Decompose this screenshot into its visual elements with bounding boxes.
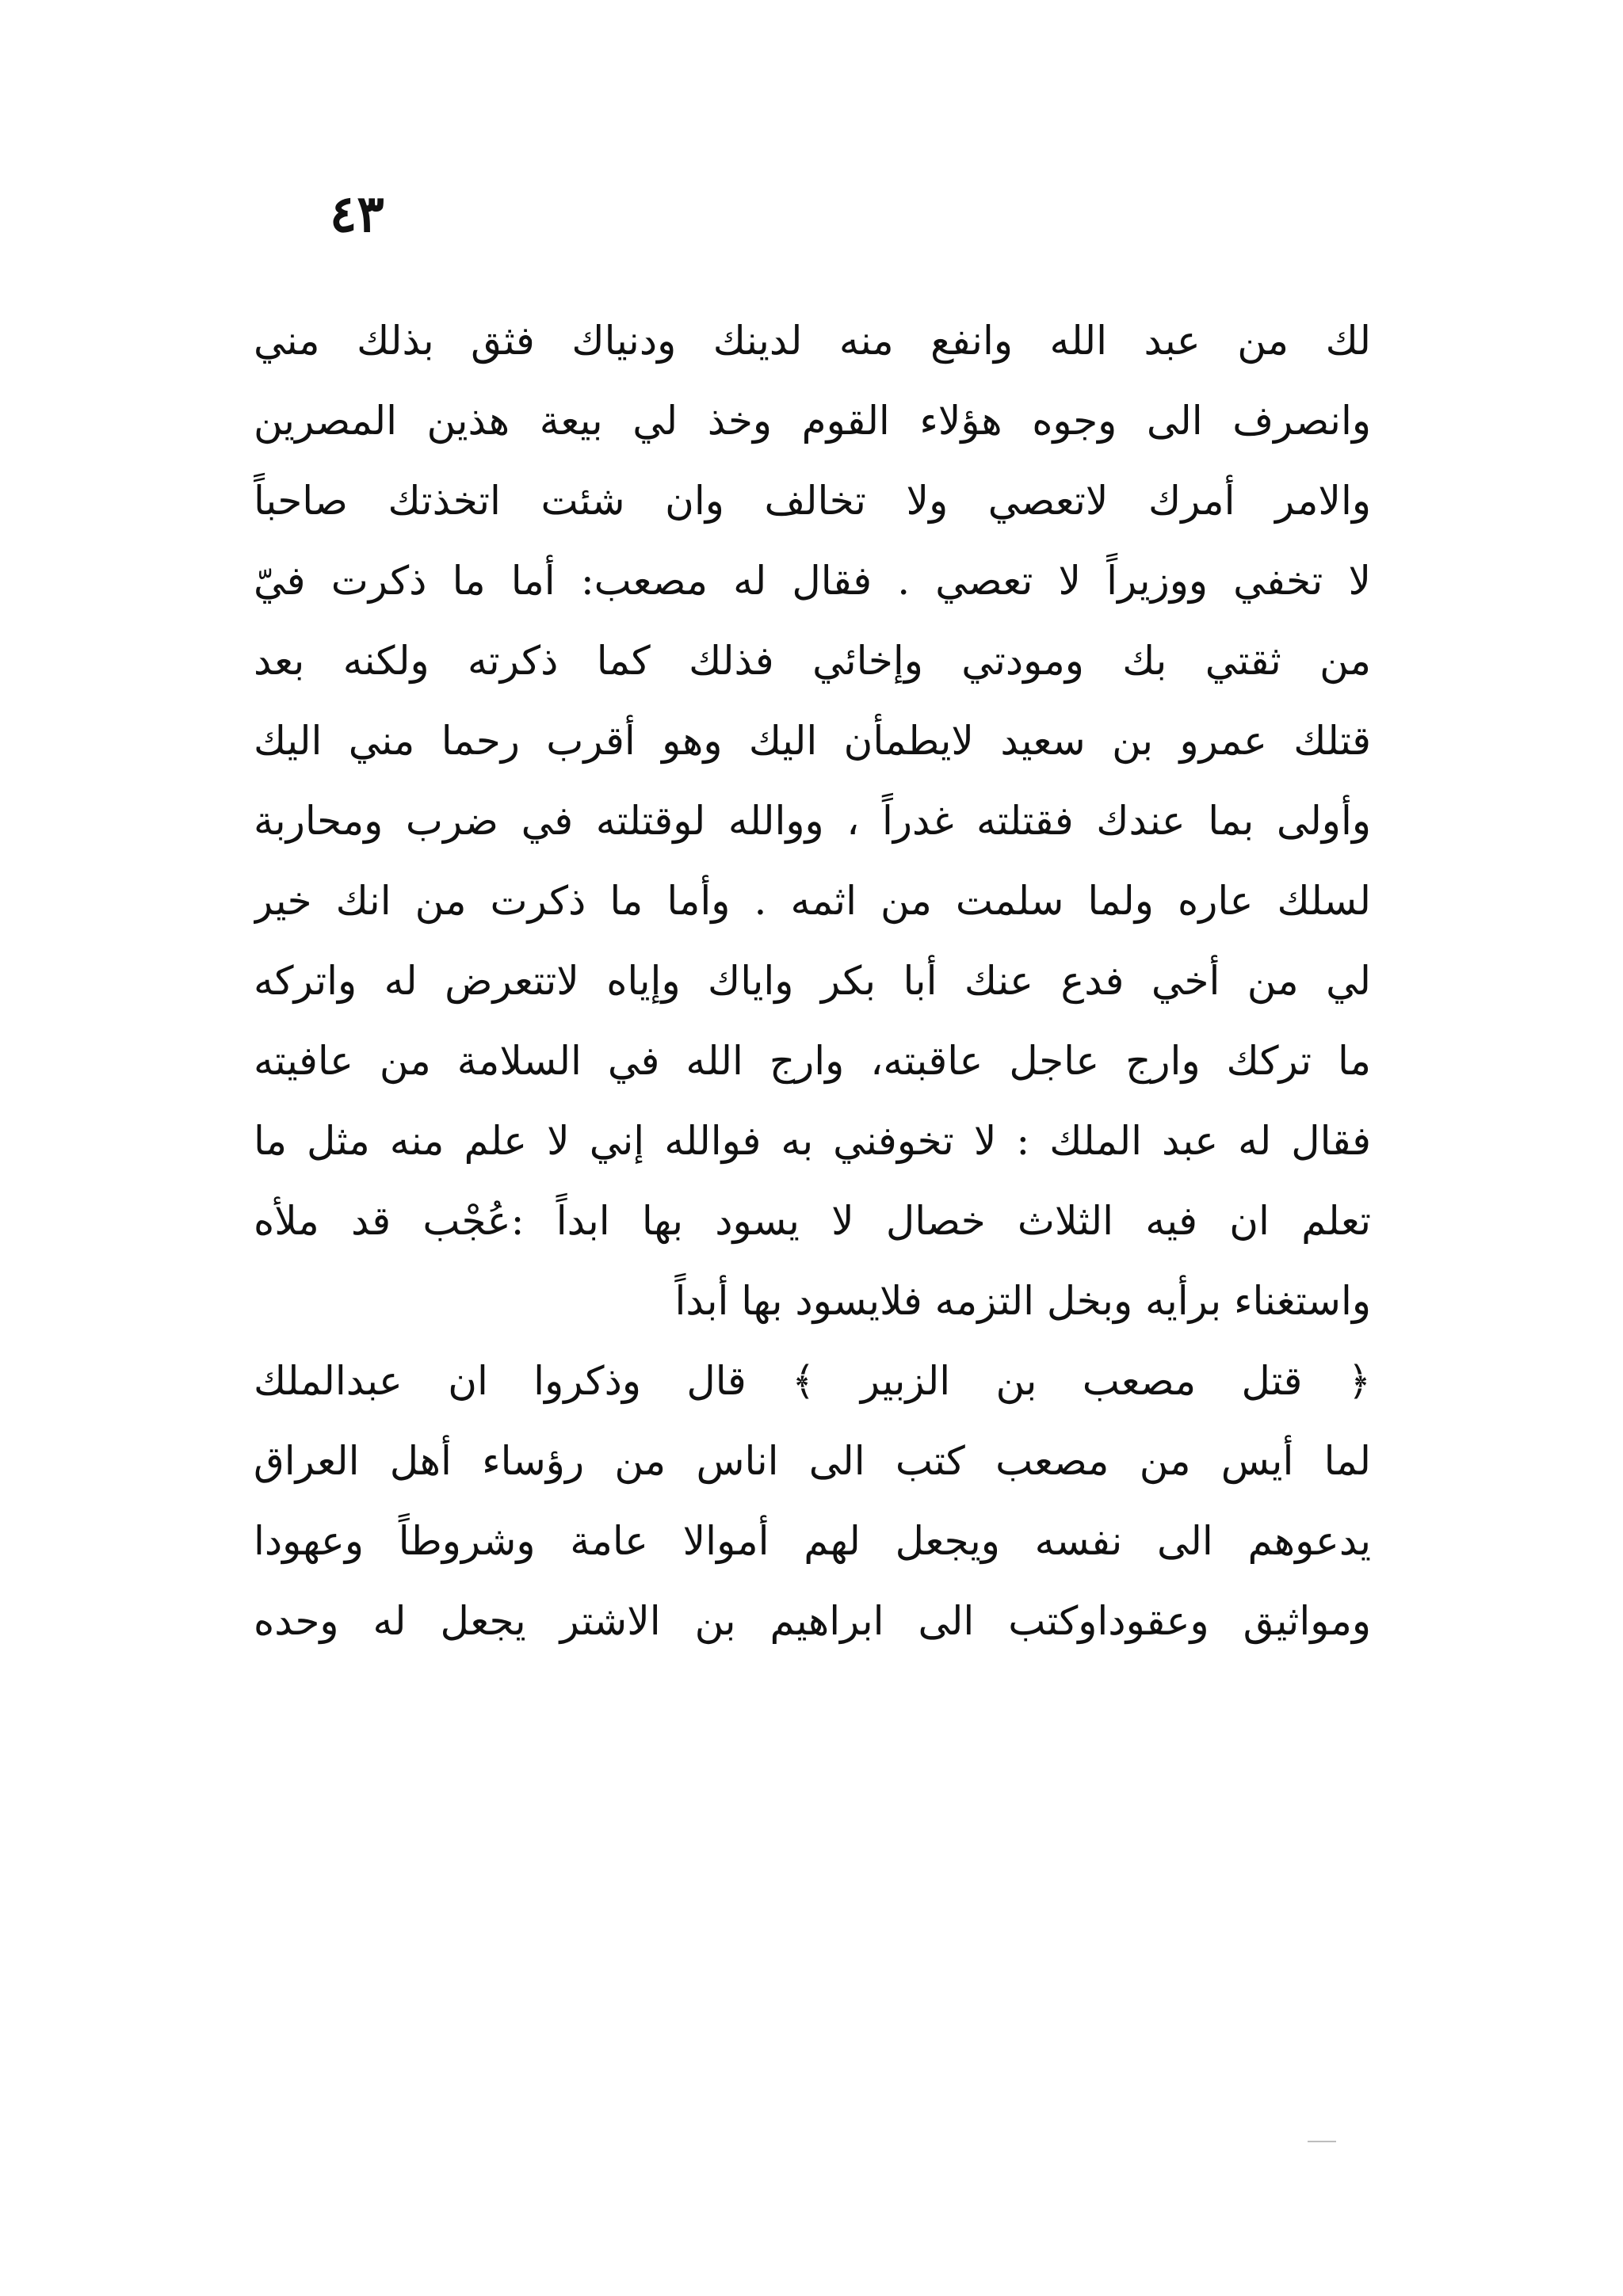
text-line: ما تركك وارج عاجل عاقبته، وارج الله في السلامة من عافيته — [254, 1038, 1371, 1084]
text-line: من ثقتي بك ومودتي وإخائي فذلك كما ذكرته ولكنه بعد — [254, 638, 1371, 684]
text-line: والامر أمرك لاتعصي ولا تخالف وان شئت اتخذتك صاحباً — [254, 478, 1371, 524]
page-number: ٤٣ — [330, 185, 384, 244]
text-line: وانصرف الى وجوه هؤلاء القوم وخذ لي بيعة هذين المصرين — [254, 398, 1371, 444]
scan-mark — [1308, 2141, 1336, 2142]
text-line: واستغناء برأيه وبخل التزمه فلايسود بها أبداً — [674, 1278, 1371, 1324]
text-line: لك من عبد الله وانفع منه لدينك ودنياك فثق بذلك مني — [254, 318, 1371, 364]
body-text — [254, 301, 1371, 1661]
text-line: فقال له عبد الملك : لا تخوفني به فوالله إني لا علم منه مثل ما — [254, 1118, 1371, 1164]
text-line: قتلك عمرو بن سعيد لايطمأن اليك وهو أقرب رحما مني اليك — [254, 718, 1371, 764]
text-line: لا تخفي ووزيراً لا تعصي . فقال له مصعب: أما ما ذكرت فيّ — [254, 558, 1371, 604]
text-line: ومواثيق وعقوداوكتب الى ابراهيم بن الاشتر يجعل له وحده — [254, 1598, 1371, 1644]
text-line: وأولى بما عندك فقتلته غدراً ، ووالله لوقتلته في ضرب ومحاربة — [254, 798, 1371, 844]
section-heading-line: ﴿ قتل مصعب بن الزبير ﴾ قال وذكروا ان عبدالملك — [254, 1358, 1371, 1404]
text-line: لسلك عاره ولما سلمت من اثمه . وأما ما ذكرت من انك خير — [254, 878, 1371, 924]
text-line: تعلم ان فيه الثلاث خصال لا يسود بها ابداً :عُجْب قد ملأه — [254, 1198, 1371, 1244]
text-line: لما أيس من مصعب كتب الى اناس من رؤساء أهل العراق — [254, 1438, 1371, 1484]
text-line: يدعوهم الى نفسه ويجعل لهم أموالا عامة وشروطاً وعهودا — [254, 1518, 1371, 1564]
text-line: لي من أخي فدع عنك أبا بكر واياك وإياه لاتتعرض له واتركه — [254, 958, 1371, 1004]
